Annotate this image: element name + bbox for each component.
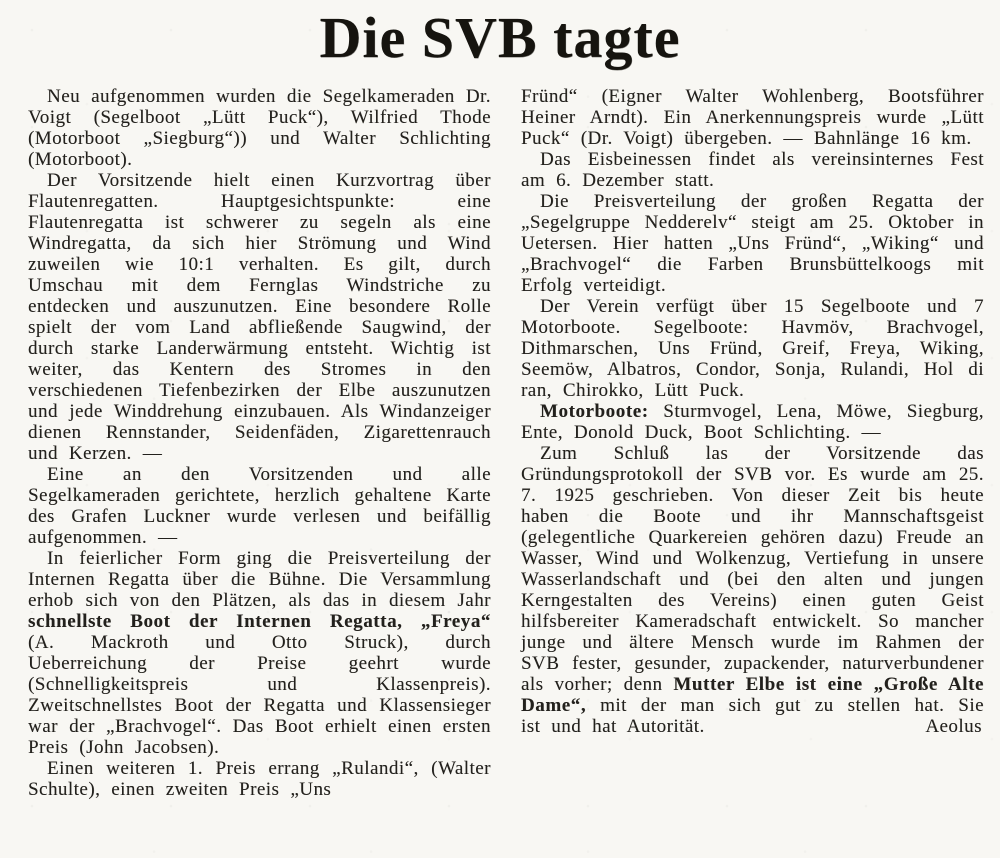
text-segment: Zum Schluß las der Vorsitzende das Gründungsprotokoll der SVB vor. Es wurde am 25. 7. 1925 geschrieben. Von dieser Zeit bis heute haben die Boote und ihr Mannschaftsgeist (gelegentliche Quarkereien gehören dazu) Freude an Wasser, Wind und Wolkenzug, Vertiefung in unsere Wasserlandschaft und (bei den alten und jungen Kerngestalten des Vereins) einen guten Geist hilfsbereiter Kameradschaft entwickelt. So mancher junge und ältere Mensch wurde im Rahmen der SVB fester, gesunder, zupackender, naturverbundener als vorher; denn — [521, 443, 984, 695]
page-title: Die SVB tagte — [319, 5, 681, 70]
article — [0, 82, 1000, 800]
bold-text-segment: Mutter Elbe ist eine „Große Alte Dame“, — [521, 674, 984, 716]
text-segment: Neu aufgenommen wurden die Segelkameraden Dr. Voigt (Segelboot „Lütt Puck“), Wilfried Thode (Motorboot „Siegburg“)) und Walter Schlichting (Motorboot). — [28, 86, 491, 170]
author-signature: Aeolus — [925, 716, 982, 737]
text-segment: Fründ“ (Eigner Walter Wohlenberg, Bootsführer Heiner Arndt). Ein Anerkennungspreis wurde „Lütt Puck“ (Dr. Voigt) übergeben. — Bahnlänge 16 km. — [521, 86, 984, 149]
text-segment: Sturmvogel, Lena, Möwe, Siegburg, Ente, Donold Duck, Boot Schlichting. — — [521, 401, 984, 443]
text-segment: Das Eisbeinessen findet als vereinsinternes Fest am 6. Dezember statt. — [521, 149, 984, 191]
paragraph — [28, 548, 491, 758]
text-segment: Eine an den Vorsitzenden und alle Segelkameraden gerichtete, herzlich gehaltene Karte des Grafen Luckner wurde verlesen und beifällig aufgenommen. — — [28, 464, 491, 548]
bold-text-segment: Motorboote: — [540, 401, 649, 422]
text-segment: In feierlicher Form ging die Preisverteilung der Internen Regatta über die Bühne. Die Versammlung erhob sich von den Plätzen, als das in diesem Jahr — [28, 548, 491, 611]
paragraph — [521, 191, 984, 296]
paragraph — [28, 86, 491, 170]
paragraph — [521, 149, 984, 191]
paragraph — [28, 464, 491, 548]
paragraph — [521, 443, 984, 737]
paragraph — [521, 401, 984, 443]
text-segment: Einen weiteren 1. Preis errang „Rulandi“, (Walter Schulte), einen zweiten Preis „Uns — [28, 758, 491, 800]
text-segment: mit der man sich gut zu stellen hat. Sie ist und hat Autorität. — [521, 695, 984, 737]
paragraph — [521, 86, 984, 149]
paragraph — [521, 296, 984, 401]
column-right — [521, 86, 984, 800]
text-segment: Die Preisverteilung der großen Regatta der „Segelgruppe Nedderelv“ steigt am 25. Oktober in Uetersen. Hier hatten „Uns Fründ“, „Wiking“ und „Brachvogel“ die Farben Brunsbüttelkoogs mit Erfolg verteidigt. — [521, 191, 984, 296]
bold-text-segment: schnellste Boot der Internen Regatta, „Freya“ — [28, 611, 491, 632]
paragraph — [28, 758, 491, 800]
text-segment: Der Vorsitzende hielt einen Kurzvortrag über Flautenregatten. Hauptgesichtspunkte: eine Flautenregatta ist schwerer zu segeln als eine Windregatta, da sich hier Strömung und Wind zuweilen wie 10:1 verhalten. Es gilt, durch Umschau mit dem Fernglas Windstriche zu entdecken und auszunutzen. Eine besondere Rolle spielt der vom Land abfließende Saugwind, der durch starke Landerwärmung entsteht. Wichtig ist weiter, das Kentern des Stromes in den verschiedenen Tiefenbezirken der Elbe auszunutzen und jede Winddrehung einzubauen. Als Windanzeiger dienen Rennstander, Seidenfäden, Zigarettenrauch und Kerzen. — — [28, 170, 491, 464]
text-segment: Der Verein verfügt über 15 Segelboote und 7 Motorboote. Segelboote: Havmöv, Brachvogel, Dithmarschen, Uns Fründ, Greif, Freya, Wiking, Seemöw, Albatros, Condor, Sonja, Rulandi, Hol di ran, Chirokko, Lütt Puck. — [521, 296, 984, 401]
text-segment: (A. Mackroth und Otto Struck), durch Ueberreichung der Preise geehrt wurde (Schnelligkeitspreis und Klassenpreis). Zweitschnellstes Boot der Regatta und Klassensieger war der „Brachvogel“. Das Boot erhielt einen ersten Preis (John Jacobsen). — [28, 632, 491, 758]
column-left — [28, 86, 491, 800]
paragraph — [28, 170, 491, 464]
